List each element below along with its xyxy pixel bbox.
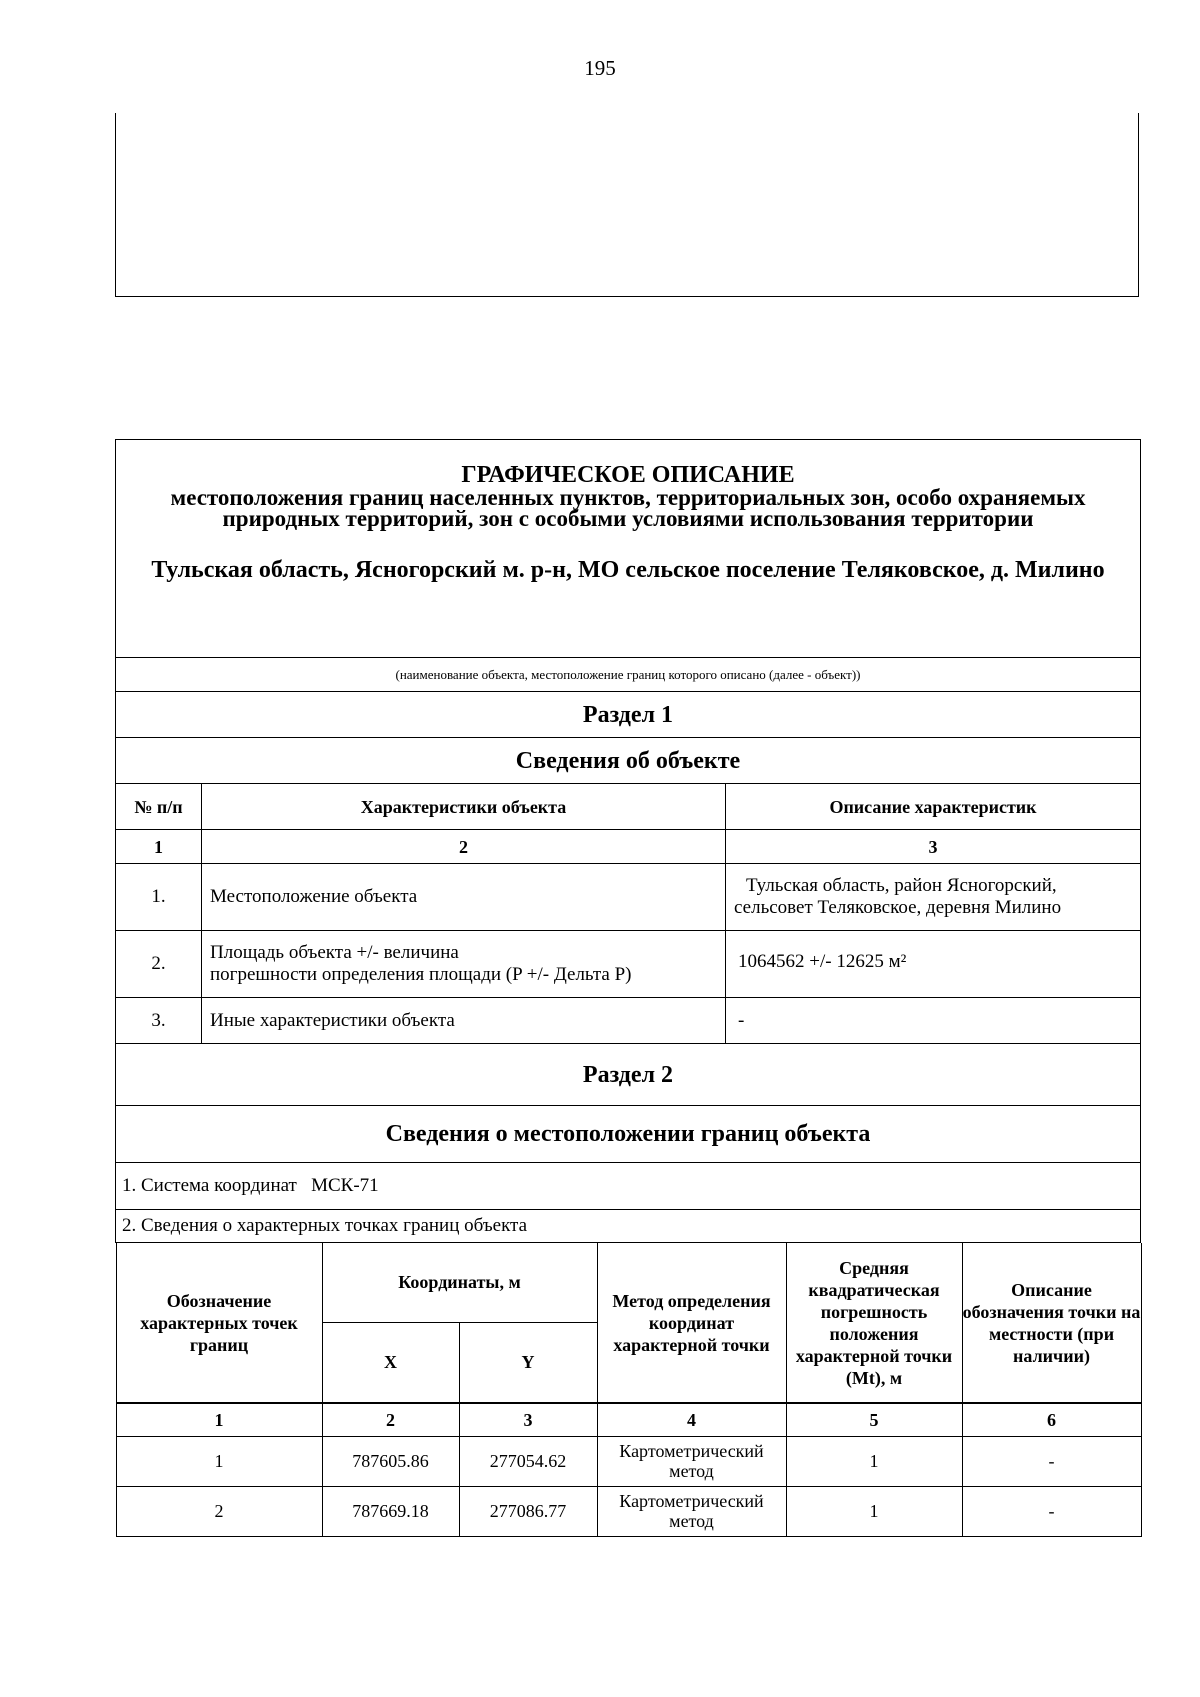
boundary-points-table [116, 1243, 1142, 1537]
column-header-x: X [322, 1322, 459, 1403]
table-row [116, 1486, 1141, 1536]
table-row [116, 998, 1141, 1044]
point-y: 277086.77 [459, 1486, 597, 1536]
column-number: 1 [116, 1403, 322, 1436]
document-header [116, 440, 1141, 658]
page-number: 195 [584, 56, 616, 80]
name-line: погрешности определения площади (P +/- Дельта P) [210, 964, 632, 985]
column-number: 2 [202, 830, 726, 864]
column-header: Метод определения координат характерной точки [597, 1243, 786, 1403]
characteristic-value: 1064562 +/- 12625 м² [726, 931, 1141, 998]
column-number: 2 [322, 1403, 459, 1436]
column-header: Характеристики объекта [202, 784, 726, 830]
column-number: 3 [459, 1403, 597, 1436]
point-description: - [962, 1436, 1141, 1486]
object-name: Тульская область, Ясногорский м. р-н, МО сельское поселение Теляковское, д. Милино [151, 557, 1105, 583]
table-row [116, 1436, 1141, 1486]
previous-table-frame [115, 113, 1139, 297]
column-header: Координаты, м [322, 1243, 597, 1322]
point-accuracy: 1 [786, 1436, 962, 1486]
column-header: Средняя квадратическая погрешность положения характерной точки (Mt), м [786, 1243, 962, 1403]
column-number: 4 [597, 1403, 786, 1436]
column-header: Обозначение характерных точек границ [116, 1243, 322, 1403]
column-number: 5 [786, 1403, 962, 1436]
point-description: - [962, 1486, 1141, 1536]
section1-title: Раздел 1 [116, 692, 1141, 738]
point-method: Картометрический метод [597, 1436, 786, 1486]
column-header: Описание характеристик [726, 784, 1141, 830]
value-line: сельсовет Теляковское, деревня Милино [734, 897, 1062, 918]
document-subtitle: местоположения границ населенных пунктов, территориальных зон, особо охраняемых природных территорий, зон с особыми условиями использования территории [170, 485, 1086, 531]
object-caption: (наименование объекта, местоположение границ которого описано (далее - объект)) [116, 658, 1141, 692]
point-x: 787669.18 [322, 1486, 459, 1536]
points-caption: 2. Сведения о характерных точках границ объекта [116, 1210, 1141, 1243]
name-line: Площадь объекта +/- величина [210, 942, 459, 963]
column-header: Описание обозначения точки на местности (при наличии) [962, 1243, 1141, 1403]
row-number: 1. [116, 864, 202, 931]
table-row [116, 931, 1141, 998]
characteristic-name [202, 931, 726, 998]
column-number: 3 [726, 830, 1141, 864]
row-number: 3. [116, 998, 202, 1044]
row-number: 2. [116, 931, 202, 998]
point-accuracy: 1 [786, 1486, 962, 1536]
graphic-description-table [115, 439, 1141, 1537]
point-x: 787605.86 [322, 1436, 459, 1486]
characteristic-name: Иные характеристики объекта [202, 998, 726, 1044]
document-title: ГРАФИЧЕСКОЕ ОПИСАНИЕ [461, 462, 795, 488]
section2-title: Раздел 2 [116, 1044, 1141, 1106]
section1-subtitle: Сведения об объекте [116, 738, 1141, 784]
point-id: 2 [116, 1486, 322, 1536]
section2-subtitle: Сведения о местоположении границ объекта [116, 1106, 1141, 1163]
column-header: № п/п [116, 784, 202, 830]
point-y: 277054.62 [459, 1436, 597, 1486]
characteristic-name: Местоположение объекта [202, 864, 726, 931]
column-header-y: Y [459, 1322, 597, 1403]
table-row [116, 864, 1141, 931]
point-id: 1 [116, 1436, 322, 1486]
value-line: Тульская область, район Ясногорский, [746, 875, 1057, 896]
characteristic-value [726, 864, 1141, 931]
characteristic-value: - [726, 998, 1141, 1044]
coordinate-system: 1. Система координат МСК-71 [116, 1163, 1141, 1210]
column-number: 6 [962, 1403, 1141, 1436]
column-number: 1 [116, 830, 202, 864]
point-method: Картометрический метод [597, 1486, 786, 1536]
